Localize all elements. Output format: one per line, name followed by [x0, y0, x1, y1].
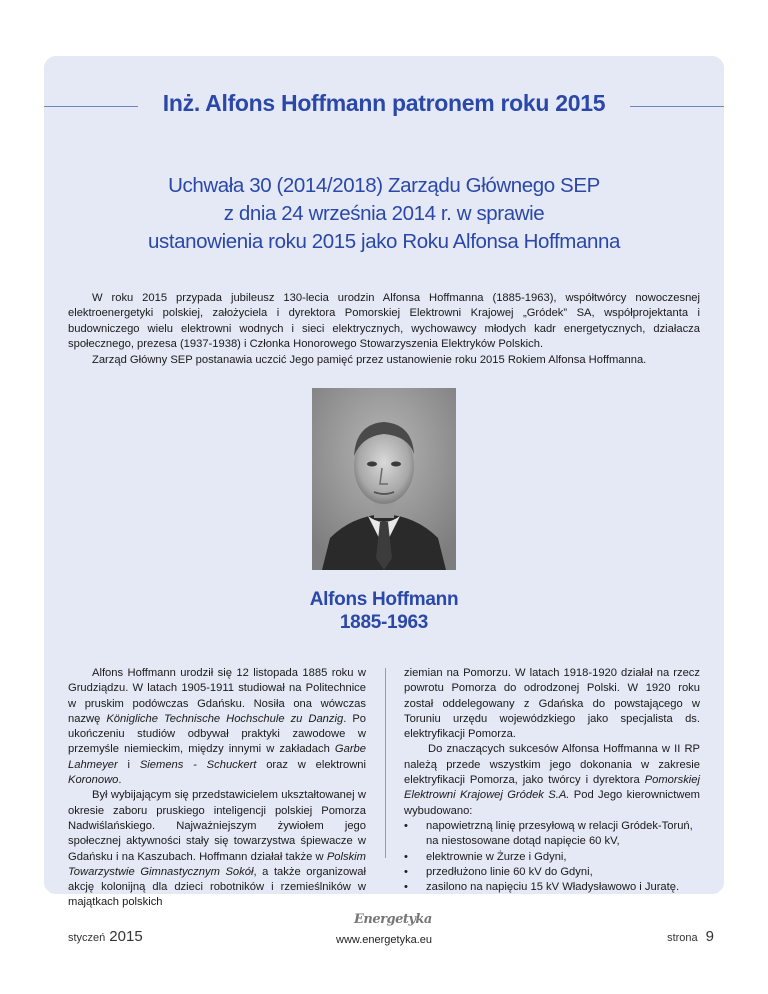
page-label: strona	[667, 932, 698, 944]
caption-years: 1885-1963	[339, 612, 429, 633]
intro-text	[68, 291, 700, 368]
text-run: . Po ukończeniu studiów odbywał praktyki zawodowe w przemyśle niemieckim, między innymi w zakładach	[68, 712, 367, 756]
list-item: • elektrownie w Żurze i Gdyni,	[404, 850, 700, 865]
column-divider	[385, 668, 386, 858]
resolution-line-1: Uchwała 30 (2014/2018) Zarządu Głównego SEP	[168, 174, 600, 197]
intro-paragraph-2: Zarząd Główny SEP postanawia uczcić Jego pamięć przez ustanowienie roku 2015 Rokiem Alfonsa Hoffmanna.	[92, 353, 647, 366]
text-run: i	[117, 758, 140, 771]
plant-name: Koronowo	[68, 774, 119, 787]
left-paragraph-1	[68, 666, 366, 788]
energetyka-logo: Energetyka	[354, 912, 432, 927]
page-title: Inż. Alfons Hoffmann patronem roku 2015	[162, 90, 606, 116]
portrait-illustration	[312, 388, 456, 570]
page-number: 9	[705, 928, 714, 945]
company-name: Pomorskiej Elektrowni Krajowej Gródek S.A.	[404, 774, 700, 802]
text-run: oraz w elektrowni	[256, 758, 366, 771]
achievements-list	[404, 819, 700, 895]
company-name: Siemens - Schuckert	[139, 758, 257, 771]
list-item: • napowietrzną linię przesyłową w relacji Gródek-Toruń, na niestosowane dotąd napięcie 60 kV,	[404, 819, 700, 850]
caption-name: Alfons Hoffmann	[309, 589, 459, 610]
resolution-heading	[44, 172, 724, 256]
article-column-left	[68, 666, 366, 911]
list-item: • zasilono na napięciu 15 kV Władysławowo i Juratę.	[404, 880, 700, 895]
text-run: .	[118, 774, 122, 787]
footer-url[interactable]: www.energetyka.eu	[336, 934, 432, 946]
intro-paragraph-1: W roku 2015 przypada jubileusz 130-lecia urodzin Alfonsa Hoffmanna (1885-1963), współtwórcy nowoczesnej elektroenergetyki polskiej, założyciela i dyrektora Pomorskiej Elektrowni Krajowej „Gródek” SA, współprojektanta i budowniczego wielu elektrowni wodnych i sieci elektrycznych, wychowawcy młodych kadr energetycznych, działacza społecznego, prezesa (1937-1938) i Członka Honorowego Stowarzyszenia Elektryków Polskich.	[68, 292, 700, 351]
resolution-line-2: z dnia 24 września 2014 r. w sprawie	[223, 202, 545, 225]
footer-year: 2015	[109, 928, 143, 945]
portrait-photo	[312, 388, 456, 570]
article-column-right	[404, 666, 700, 895]
organization-name: Polskim Towarzystwie Gimnastycznym Sokół	[68, 850, 366, 878]
list-item: • przedłużono linie 60 kV do Gdyni,	[404, 865, 700, 880]
text-run: Był wybijającym się przedstawicielem ukształtowanej w okresie zaboru pruskiego inteligencji polskiej Pomorza Nadwiślańskiego. Najważniejszym żywiołem jego społecznej aktywności stały się towarzystwa śpiewacze w Gdańsku i na Kaszubach. Hoffmann działał także w	[68, 789, 366, 863]
text-run: Do znaczących sukcesów Alfonsa Hoffmanna w II RP należą przede wszystkim jego dokonania w zakresie elektryfikacji Pomorza, jako twórcy i dyrektora	[404, 743, 700, 787]
footer-month: styczeń	[68, 932, 106, 944]
resolution-line-3: ustanowienia roku 2015 jako Roku Alfonsa Hoffmanna	[148, 230, 620, 253]
portrait-caption	[0, 588, 768, 634]
company-name: Garbe Lahmeyer	[68, 743, 366, 771]
text-run: , a także organizował akcję kolonijną dla dzieci robotników i rzemieślników w majątkach polskich	[68, 865, 366, 909]
text-run: Pod Jego kierownictwem wybudowano:	[404, 789, 700, 817]
text-run: Alfons Hoffmann urodził się 12 listopada 1885 roku w Grudziądzu. W latach 1905-1911 studiował na Politechnice w pruskim podówczas Gdańsku. Nosiła ona wówczas nazwę	[68, 667, 366, 725]
footer-page	[667, 928, 714, 945]
left-paragraph-2	[68, 788, 366, 910]
right-paragraph-1: ziemian na Pomorzu. W latach 1918-1920 działał na rzecz powrotu Pomorza do odrodzonej Polski. W 1920 roku został oddelegowany z Gdańska do powstającego w Toruniu urzędu wojewódzkiego jako specjalista ds. elektryfikacji Pomorza.	[404, 667, 700, 741]
right-paragraph-2	[404, 742, 700, 818]
school-name: Königliche Technische Hochschule zu Danzig	[106, 712, 344, 725]
